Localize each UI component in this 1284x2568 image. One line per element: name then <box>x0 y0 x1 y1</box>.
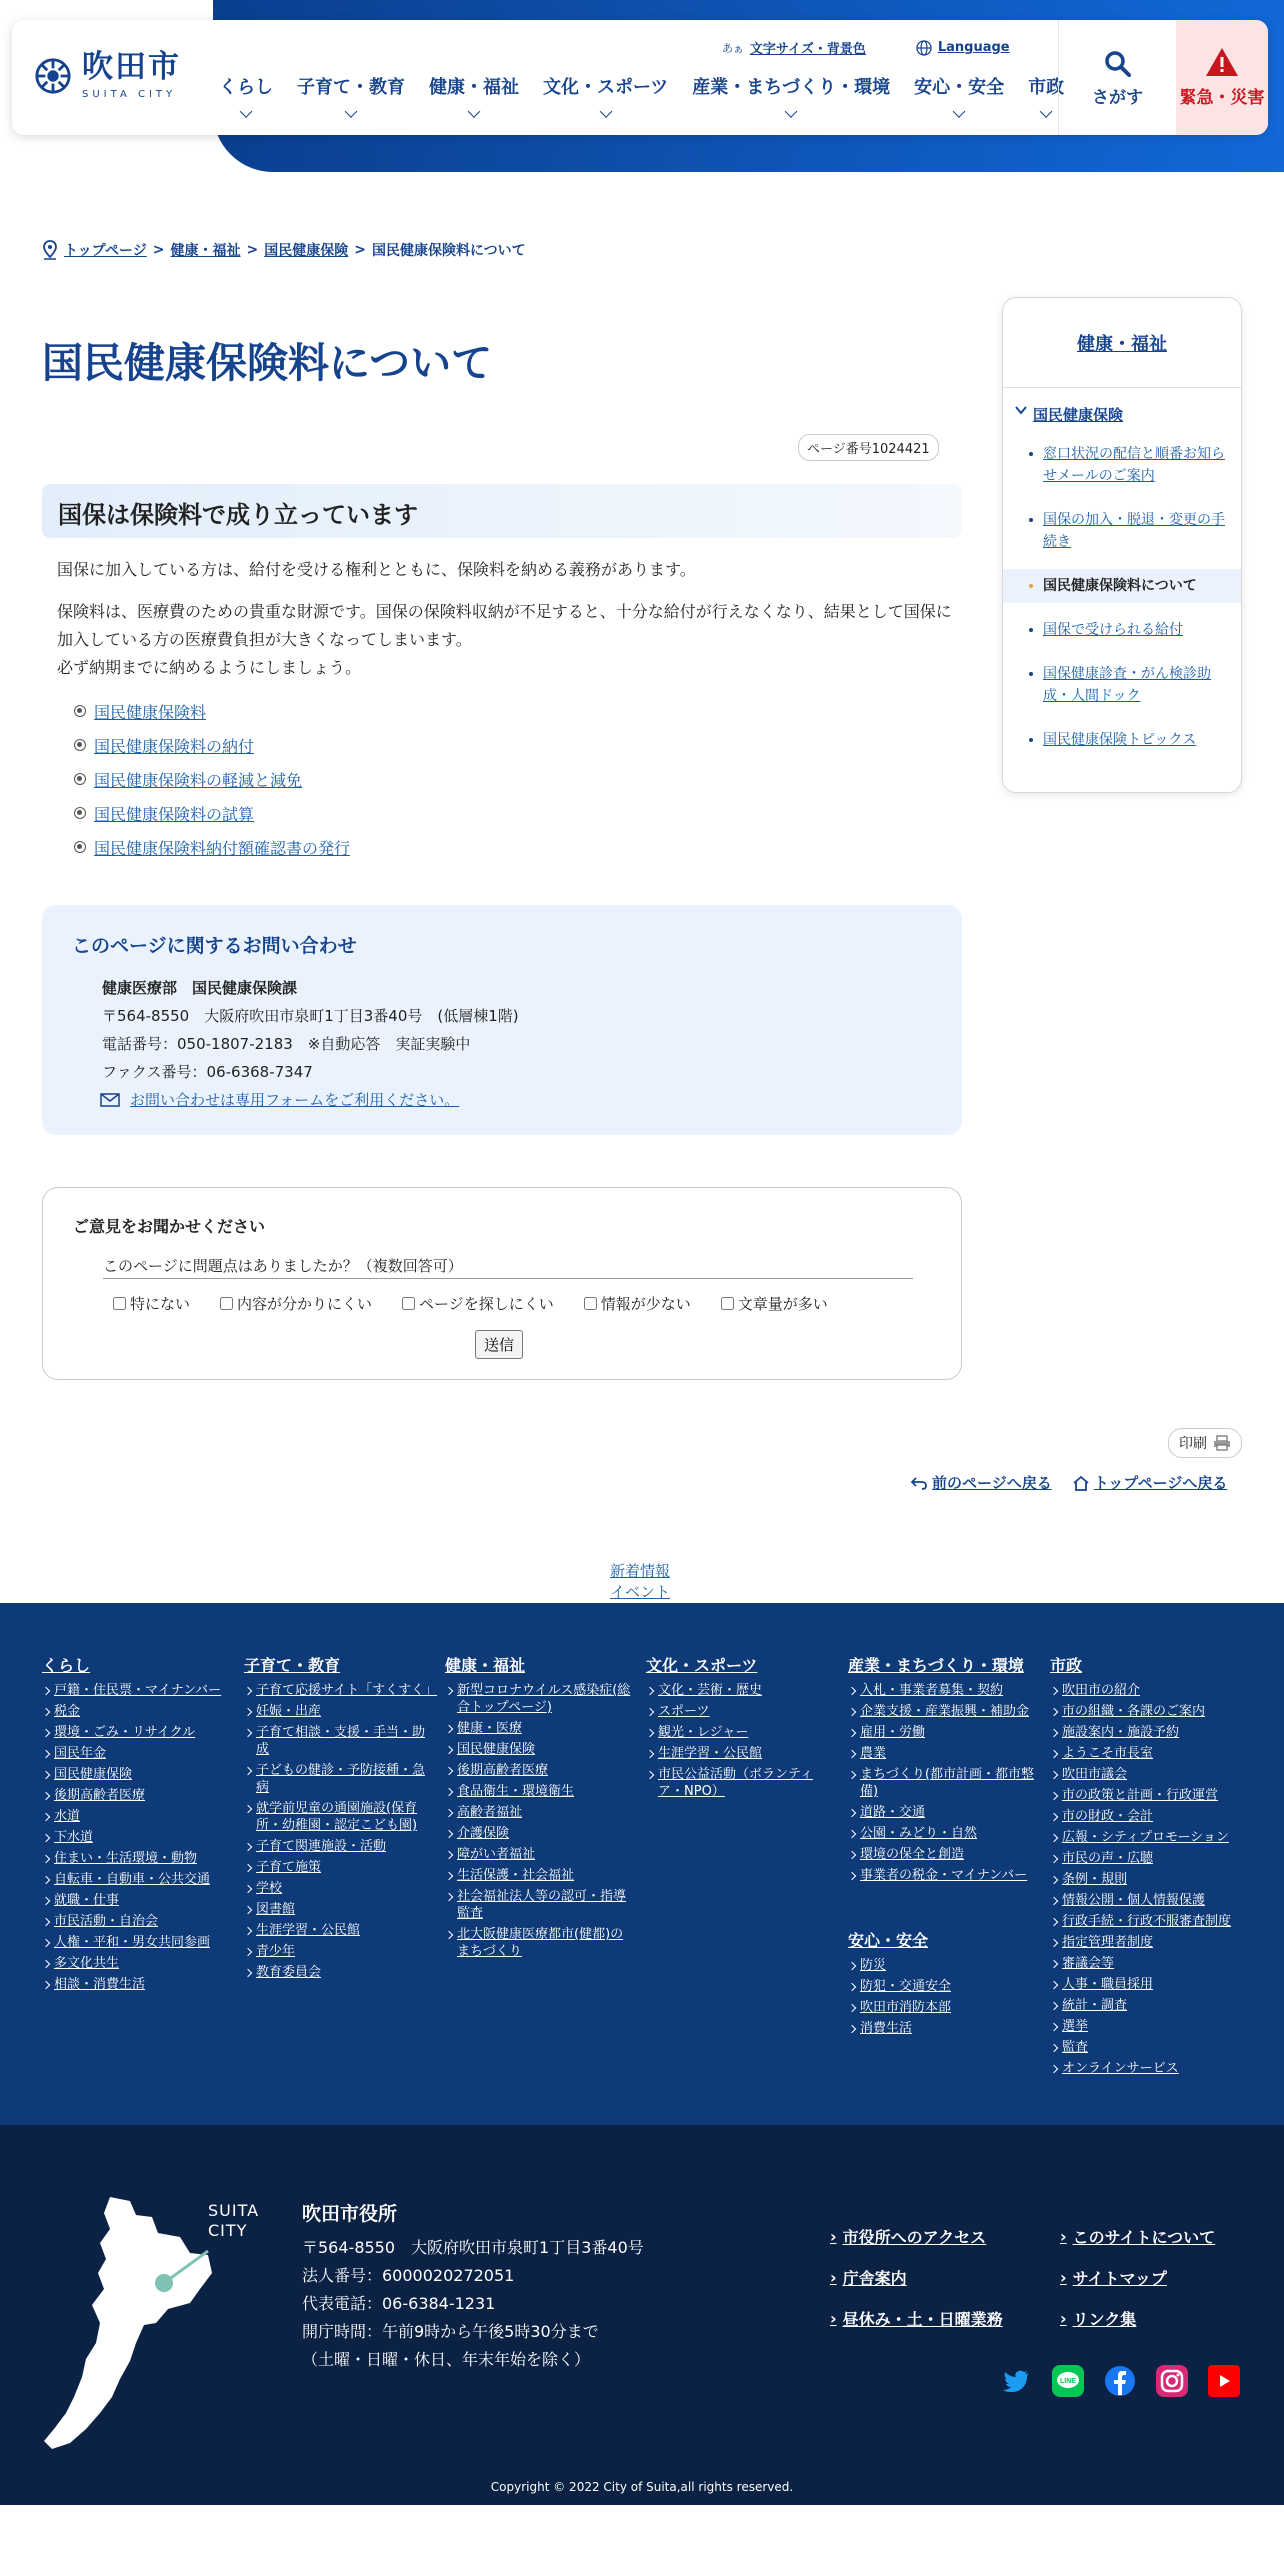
footer-nav-item[interactable]: 市の政策と計画・行政運営 <box>1050 1787 1240 1804</box>
feedback-form <box>42 1187 962 1380</box>
footer-nav-item[interactable]: 子育て応援サイト「すくすく」 <box>244 1682 434 1699</box>
footer-col-anshin <box>848 1928 1038 2041</box>
submit-button[interactable]: 送信 <box>475 1330 523 1359</box>
footer-nav-item[interactable]: 社会福祉法人等の認可・指導監査 <box>445 1888 635 1922</box>
sidebar-item-link[interactable]: 国保で受けられる給付 <box>1043 622 1183 638</box>
footer-nav-item[interactable]: 国民健康保険 <box>445 1741 635 1758</box>
return-arrow-icon <box>910 1476 928 1490</box>
footer-link-building[interactable] <box>830 2266 1060 2289</box>
footer-link-label: リンク集 <box>1072 2310 1137 2329</box>
footer-nav-item[interactable]: 生活保護・社会福祉 <box>445 1867 635 1884</box>
link-premium[interactable]: 国民健康保険料 <box>94 702 207 722</box>
footer-nav-item[interactable]: 農業 <box>848 1745 1038 1762</box>
footer-nav-item[interactable]: 就学前児童の通園施設(保育所・幼稚園・認定こども園) <box>244 1800 434 1834</box>
sidebar-item-link[interactable]: 窓口状況の配信と順番お知らせメールのご案内 <box>1043 446 1225 484</box>
bullet-circle-icon <box>74 773 86 785</box>
feedback-title: ご意見をお聞かせください <box>73 1217 266 1236</box>
footer-nav-item[interactable]: 子育て相談・支援・手当・助成 <box>244 1724 434 1758</box>
osaka-map <box>40 2193 260 2457</box>
contact-tel: 電話番号：050-1807-2183 ※自動応答 実証実験中 <box>102 1035 471 1053</box>
nav-sangyo[interactable]: 産業・まちづくり・環境 <box>680 73 902 123</box>
nav-kurashi[interactable]: くらし <box>207 73 285 123</box>
utility-links <box>722 38 1010 57</box>
option-too-long[interactable] <box>721 1293 828 1314</box>
footer-link-links[interactable] <box>1060 2307 1260 2330</box>
feedback-question: このページに問題点はありましたか？（複数回答可） <box>103 1255 913 1279</box>
org-info <box>302 2200 644 2374</box>
bullet-circle-icon <box>74 705 86 717</box>
footer-nav-item[interactable]: 環境・ごみ・リサイクル <box>42 1724 232 1741</box>
footer-nav-item[interactable]: 観光・レジャー <box>646 1724 836 1741</box>
bullet-circle-icon <box>74 807 86 819</box>
footer-nav-item[interactable]: 指定管理者制度 <box>1050 1934 1240 1951</box>
sidebar-item-current <box>1003 569 1241 603</box>
breadcrumb-top[interactable]: トップページ <box>64 243 147 259</box>
text-size-link[interactable]: 文字サイズ・背景色 <box>749 42 866 57</box>
sidebar-item-link[interactable]: 国保健康診査・がん検診助成・人間ドック <box>1043 666 1211 704</box>
chevron-right-icon: › <box>1060 2268 1067 2287</box>
footer-nav-item[interactable]: 教育委員会 <box>244 1964 434 1981</box>
footer-nav-item[interactable]: スポーツ <box>646 1703 836 1720</box>
chevron-right-icon: › <box>1060 2309 1067 2328</box>
map-label-suita: SUITA <box>208 2201 260 2220</box>
option-unclear[interactable] <box>220 1293 372 1314</box>
map-label-osaka: OSAKA <box>132 2383 189 2401</box>
footer-link-about[interactable] <box>1060 2225 1260 2248</box>
option-label: ページを探しにくい <box>419 1295 554 1313</box>
link-reduction[interactable]: 国民健康保険料の軽減と減免 <box>94 770 303 790</box>
footer-nav-item[interactable]: 国民年金 <box>42 1745 232 1762</box>
footer-link-label: 庁舎案内 <box>842 2269 907 2288</box>
org-name: 吹田市役所 <box>302 2203 398 2225</box>
footer-nav-item[interactable]: 環境の保全と創造 <box>848 1846 1038 1863</box>
sidebar-item-link[interactable]: 国民健康保険トピックス <box>1043 732 1197 748</box>
link-certificate[interactable]: 国民健康保険料納付額確認書の発行 <box>94 838 351 858</box>
sidebar-item[interactable] <box>1003 723 1241 757</box>
footer-nav-item[interactable]: 北大阪健康医療都市(健都)のまちづくり <box>445 1926 635 1960</box>
body-paragraph: 国保に加入している方は、給付を受ける権利とともに、保険料を納める義務があります。 <box>57 560 696 579</box>
footer-nav-item[interactable]: 防犯・交通安全 <box>848 1978 1038 1995</box>
nav-anshin[interactable]: 安心・安全 <box>902 73 1016 123</box>
link-estimate[interactable]: 国民健康保険料の試算 <box>94 804 255 824</box>
bullet-circle-icon <box>74 739 86 751</box>
instagram-icon[interactable] <box>1156 2365 1188 2397</box>
footer-nav-item[interactable]: 人事・職員採用 <box>1050 1976 1240 1993</box>
printer-icon <box>1213 1435 1231 1451</box>
print-button[interactable] <box>1168 1428 1242 1458</box>
breadcrumb-sep: > <box>152 242 165 258</box>
related-links <box>74 694 350 864</box>
footer-col-kosodate <box>244 1653 438 1985</box>
footer-nav-item[interactable]: 吹田市消防本部 <box>848 1999 1038 2016</box>
sidebar-category <box>1003 388 1241 425</box>
bullet-circle-icon <box>74 841 86 853</box>
contact-form-link[interactable]: お問い合わせは専用フォームをご利用ください。 <box>130 1091 460 1109</box>
back-prev-link[interactable]: 前のページへ戻る <box>932 1474 1052 1492</box>
sidebar-item[interactable] <box>1003 437 1241 493</box>
footer-nav-item[interactable]: 子育て関連施設・活動 <box>244 1838 434 1855</box>
globe-icon <box>916 40 932 56</box>
footer-nav-item[interactable]: 健康・医療 <box>445 1720 635 1737</box>
sidebar-header <box>1003 298 1241 388</box>
footer-nav-item[interactable]: 監査 <box>1050 2039 1240 2056</box>
footer-nav-item[interactable]: 戸籍・住民票・マイナンバー <box>42 1682 232 1699</box>
map-pin-icon <box>42 240 58 260</box>
footer-col-title[interactable]: 子育て・教育 <box>244 1656 341 1675</box>
copyright: Copyright © 2022 City of Suita,all rights reserved. <box>490 2480 794 2494</box>
nav-bunka[interactable]: 文化・スポーツ <box>531 73 680 123</box>
footer-nav-item[interactable]: 市民活動・自治会 <box>42 1913 232 1930</box>
breadcrumb <box>42 240 526 260</box>
breadcrumb-current: 国民健康保険料について <box>371 243 526 259</box>
footer-nav-item[interactable]: 文化・芸術・歴史 <box>646 1682 836 1699</box>
page-number-badge: ページ番号1024421 <box>798 434 939 461</box>
footer-col-title[interactable]: 市政 <box>1050 1656 1083 1675</box>
list-item <box>74 694 350 728</box>
footer-link-label: サイトマップ <box>1072 2269 1167 2288</box>
search-label: さがす <box>1092 88 1143 108</box>
footer-link-access[interactable] <box>830 2225 1060 2248</box>
emergency-label: 緊急・災害 <box>1179 88 1265 108</box>
footer-nav-item[interactable]: 国民健康保険 <box>42 1766 232 1783</box>
footer-links <box>830 2225 1260 2330</box>
footer-nav-item[interactable]: 市の組織・各課のご案内 <box>1050 1703 1240 1720</box>
text-size-icon: あぁ <box>722 41 744 55</box>
map-label-city: CITY <box>208 2221 248 2240</box>
footer-nav-item[interactable]: 行政手続・行政不服審査制度 <box>1050 1913 1240 1930</box>
footer-nav-item[interactable]: 水道 <box>42 1808 232 1825</box>
city-emblem-icon <box>34 57 72 95</box>
footer-nav-item[interactable]: 吹田市の紹介 <box>1050 1682 1240 1699</box>
org-tel: 代表電話：06-6384-1231 <box>302 2294 496 2313</box>
sidebar-category-link[interactable]: 国民健康保険 <box>1033 406 1124 424</box>
youtube-icon[interactable] <box>1208 2365 1240 2397</box>
footer-nav-item[interactable]: 子どもの健診・予防接種・急病 <box>244 1762 434 1796</box>
footer-col-title[interactable]: 安心・安全 <box>848 1931 929 1950</box>
option-none[interactable] <box>113 1293 190 1314</box>
sidebar-head-link[interactable]: 健康・福祉 <box>1077 334 1167 355</box>
nav-kosodate[interactable]: 子育て・教育 <box>285 73 417 123</box>
emergency-button[interactable] <box>1176 20 1268 135</box>
footer-nav-item[interactable]: 新型コロナウイルス感染症(総合トップページ) <box>445 1682 635 1716</box>
facebook-icon[interactable] <box>1104 2365 1136 2397</box>
option-label: 内容が分かりにくい <box>237 1295 373 1313</box>
site-logo[interactable] <box>34 49 181 100</box>
footer-nav-item[interactable]: オンラインサービス <box>1050 2060 1240 2077</box>
footer-link-hours[interactable] <box>830 2307 1060 2330</box>
footer-col-title[interactable]: 文化・スポーツ <box>646 1656 758 1675</box>
list-item <box>74 796 350 830</box>
print-label: 印刷 <box>1179 1436 1207 1452</box>
footer-nav-item[interactable]: 図書館 <box>244 1901 434 1918</box>
chevron-right-icon: › <box>830 2227 837 2246</box>
org-corp: 法人番号：6000020272051 <box>302 2266 515 2285</box>
footer-nav-item[interactable]: 多文化共生 <box>42 1955 232 1972</box>
list-item <box>74 762 350 796</box>
org-hours-note: （土曜・日曜・休日、年末年始を除く） <box>302 2350 591 2369</box>
org-hours: 開庁時間：午前9時から午後5時30分まで <box>302 2322 599 2341</box>
footer-nav-item[interactable]: 公園・みどり・自然 <box>848 1825 1038 1842</box>
footer-nav-item[interactable]: 施設案内・施設予約 <box>1050 1724 1240 1741</box>
footer-link-label: 昼休み・土・日曜業務 <box>842 2310 1003 2329</box>
list-item <box>74 728 350 762</box>
breadcrumb-sep: > <box>246 242 259 258</box>
footer-nav-item[interactable]: 人権・平和・男女共同参画 <box>42 1934 232 1951</box>
checkbox[interactable] <box>584 1297 597 1310</box>
footer-col-kenko <box>445 1653 635 1964</box>
list-item <box>74 830 350 864</box>
option-label: 特にない <box>130 1295 191 1313</box>
footer-nav-item[interactable]: 食品衛生・環境衛生 <box>445 1783 635 1800</box>
body-text: 必ず納期までに納めるようにしましょう。 <box>57 658 362 677</box>
line-icon[interactable] <box>1052 2365 1084 2397</box>
breadcrumb-kenko[interactable]: 健康・福祉 <box>170 243 241 259</box>
chevron-right-icon: › <box>1060 2227 1067 2246</box>
contact-address: 〒564-8550 大阪府吹田市泉町1丁目3番40号 (低層棟1階) <box>102 1007 519 1025</box>
twitter-icon[interactable] <box>1000 2365 1032 2397</box>
social-links <box>1000 2365 1240 2397</box>
news-link[interactable]: 新着情報 <box>610 1562 671 1580</box>
org-address: 〒564-8550 大阪府吹田市泉町1丁目3番40号 <box>302 2238 644 2257</box>
contact-fax: ファクス番号：06-6368-7347 <box>102 1063 313 1081</box>
checkbox[interactable] <box>220 1297 233 1310</box>
footer-nav-item[interactable]: 後期高齢者医療 <box>42 1787 232 1804</box>
footer-nav-item[interactable]: 住まい・生活環境・動物 <box>42 1850 232 1867</box>
sidebar <box>1002 297 1242 793</box>
footer-nav-item[interactable]: 吹田市議会 <box>1050 1766 1240 1783</box>
footer-nav-item[interactable]: 選挙 <box>1050 2018 1240 2035</box>
option-little-info[interactable] <box>584 1293 691 1314</box>
footer-nav-item[interactable]: 介護保険 <box>445 1825 635 1842</box>
contact-dept: 健康医療部 国民健康保険課 <box>102 979 298 997</box>
chevron-down-icon <box>1015 404 1027 416</box>
footer-nav-item[interactable]: ようこそ市長室 <box>1050 1745 1240 1762</box>
home-icon <box>1072 1475 1090 1491</box>
contact-box <box>42 905 962 1135</box>
checkbox[interactable] <box>402 1297 415 1310</box>
footer-nav-item[interactable]: 道路・交通 <box>848 1804 1038 1821</box>
section-heading: 国保は保険料で成り立っています <box>42 484 962 538</box>
breadcrumb-sep: > <box>354 242 366 258</box>
option-label: 情報が少ない <box>600 1295 691 1313</box>
footer-col-sangyo <box>848 1653 1038 1888</box>
footer-nav-item[interactable]: 情報公開・個人情報保護 <box>1050 1892 1240 1909</box>
footer-nav-item[interactable]: 高齢者福祉 <box>445 1804 635 1821</box>
footer-nav-item[interactable]: 市民の声・広聴 <box>1050 1850 1240 1867</box>
footer-nav-item[interactable]: 市の財政・会計 <box>1050 1808 1240 1825</box>
footer-nav-item[interactable]: 自転車・自動車・公共交通 <box>42 1871 232 1888</box>
checkbox[interactable] <box>721 1297 734 1310</box>
sidebar-item-label: 国民健康保険料について <box>1043 578 1197 594</box>
search-icon <box>1104 50 1132 78</box>
footer-col-title[interactable]: 産業・まちづくり・環境 <box>848 1656 1024 1675</box>
logo-subtext: SUITA CITY <box>82 89 177 100</box>
footer-col-title[interactable]: くらし <box>42 1656 91 1675</box>
news-links <box>610 1561 670 1603</box>
chevron-right-icon: › <box>830 2268 837 2287</box>
footer-nav-item[interactable]: 雇用・労働 <box>848 1724 1038 1741</box>
footer-nav-item[interactable]: 事業者の税金・マイナンバー <box>848 1867 1038 1884</box>
events-link[interactable]: イベント <box>610 1583 671 1601</box>
contact-title: このページに関するお問い合わせ <box>72 935 357 957</box>
footer-col-shisei <box>1050 1653 1240 2081</box>
footer-nav-item[interactable]: 統計・調査 <box>1050 1997 1240 2014</box>
footer-nav-item[interactable]: 妊娠・出産 <box>244 1703 434 1720</box>
footer-nav-item[interactable]: 下水道 <box>42 1829 232 1846</box>
footer-nav-item[interactable]: 広報・シティプロモーション <box>1050 1829 1240 1846</box>
sidebar-item[interactable] <box>1003 613 1241 647</box>
sidebar-item[interactable] <box>1003 657 1241 713</box>
footer-nav-item[interactable]: 審議会等 <box>1050 1955 1240 1972</box>
link-payment[interactable]: 国民健康保険料の納付 <box>94 736 255 756</box>
nav-shisei[interactable]: 市政 <box>1016 73 1076 123</box>
nav-kenko[interactable]: 健康・福祉 <box>417 73 531 123</box>
body-text: 保険料は、医療費のための貴重な財源です。国保の保険料収納が不足すると、十分な給付が行えなくなり、結果として国保に加入している方の医療費負担が大きくなってしまいます。 <box>57 602 952 649</box>
footer-nav-item[interactable]: 生涯学習・公民館 <box>646 1745 836 1762</box>
footer-link-label: 市役所へのアクセス <box>842 2228 987 2247</box>
footer-nav-item[interactable]: まちづくり(都市計画・都市整備) <box>848 1766 1038 1800</box>
footer-link-sitemap[interactable] <box>1060 2266 1260 2289</box>
footer-col-kurashi <box>42 1653 232 1997</box>
footer-nav-item[interactable]: 消費生活 <box>848 2020 1038 2037</box>
language-link[interactable]: Language <box>937 40 1010 55</box>
sidebar-item[interactable] <box>1003 503 1241 559</box>
footer-col-title[interactable]: 健康・福祉 <box>445 1656 526 1675</box>
footer-nav-item[interactable]: 就職・仕事 <box>42 1892 232 1909</box>
warning-icon <box>1204 46 1240 78</box>
option-label: 文章量が多い <box>737 1295 828 1313</box>
body-paragraph-2 <box>57 598 957 682</box>
header-bar <box>12 20 1268 135</box>
footer-nav-item[interactable]: 相談・消費生活 <box>42 1976 232 1993</box>
page-title: 国民健康保険料について <box>42 339 493 387</box>
footer-nav-item[interactable]: 学校 <box>244 1880 434 1897</box>
svg-text:LINE: LINE <box>1060 2378 1076 2385</box>
footer-col-bunka <box>646 1653 836 1804</box>
footer-nav-item[interactable]: 生涯学習・公民館 <box>244 1922 434 1939</box>
mail-icon <box>100 1093 120 1107</box>
footer-nav-item[interactable]: 障がい者福祉 <box>445 1846 635 1863</box>
back-top-link[interactable]: トップページへ戻る <box>1093 1474 1228 1492</box>
global-nav <box>207 73 1076 123</box>
logo-text: 吹田市 <box>82 49 181 85</box>
footer-nav-item[interactable]: 企業支援・産業振興・補助金 <box>848 1703 1038 1720</box>
chevron-right-icon: › <box>830 2309 837 2328</box>
footer-nav-item[interactable]: 市民公益活動（ボランティア・NPO） <box>646 1766 836 1800</box>
checkbox[interactable] <box>113 1297 126 1310</box>
site-footer <box>0 2125 1284 2505</box>
search-button[interactable] <box>1058 20 1176 135</box>
option-hard-to-find[interactable] <box>402 1293 554 1314</box>
footer-nav-item[interactable]: 後期高齢者医療 <box>445 1762 635 1779</box>
footer-nav-item[interactable]: 入札・事業者募集・契約 <box>848 1682 1038 1699</box>
footer-link-label: このサイトについて <box>1072 2228 1216 2247</box>
back-links <box>910 1472 1227 1493</box>
sidebar-item-link[interactable]: 国保の加入・脱退・変更の手続き <box>1043 512 1225 550</box>
sidebar-list <box>1003 437 1241 757</box>
footer-nav-item[interactable]: 条例・規則 <box>1050 1871 1240 1888</box>
footer-nav-item[interactable]: 子育て施策 <box>244 1859 434 1876</box>
footer-nav-item[interactable]: 税金 <box>42 1703 232 1720</box>
breadcrumb-kokuho[interactable]: 国民健康保険 <box>264 243 349 259</box>
footer-nav-item[interactable]: 青少年 <box>244 1943 434 1960</box>
footer-nav <box>0 1603 1284 2125</box>
footer-nav-item[interactable]: 防災 <box>848 1957 1038 1974</box>
